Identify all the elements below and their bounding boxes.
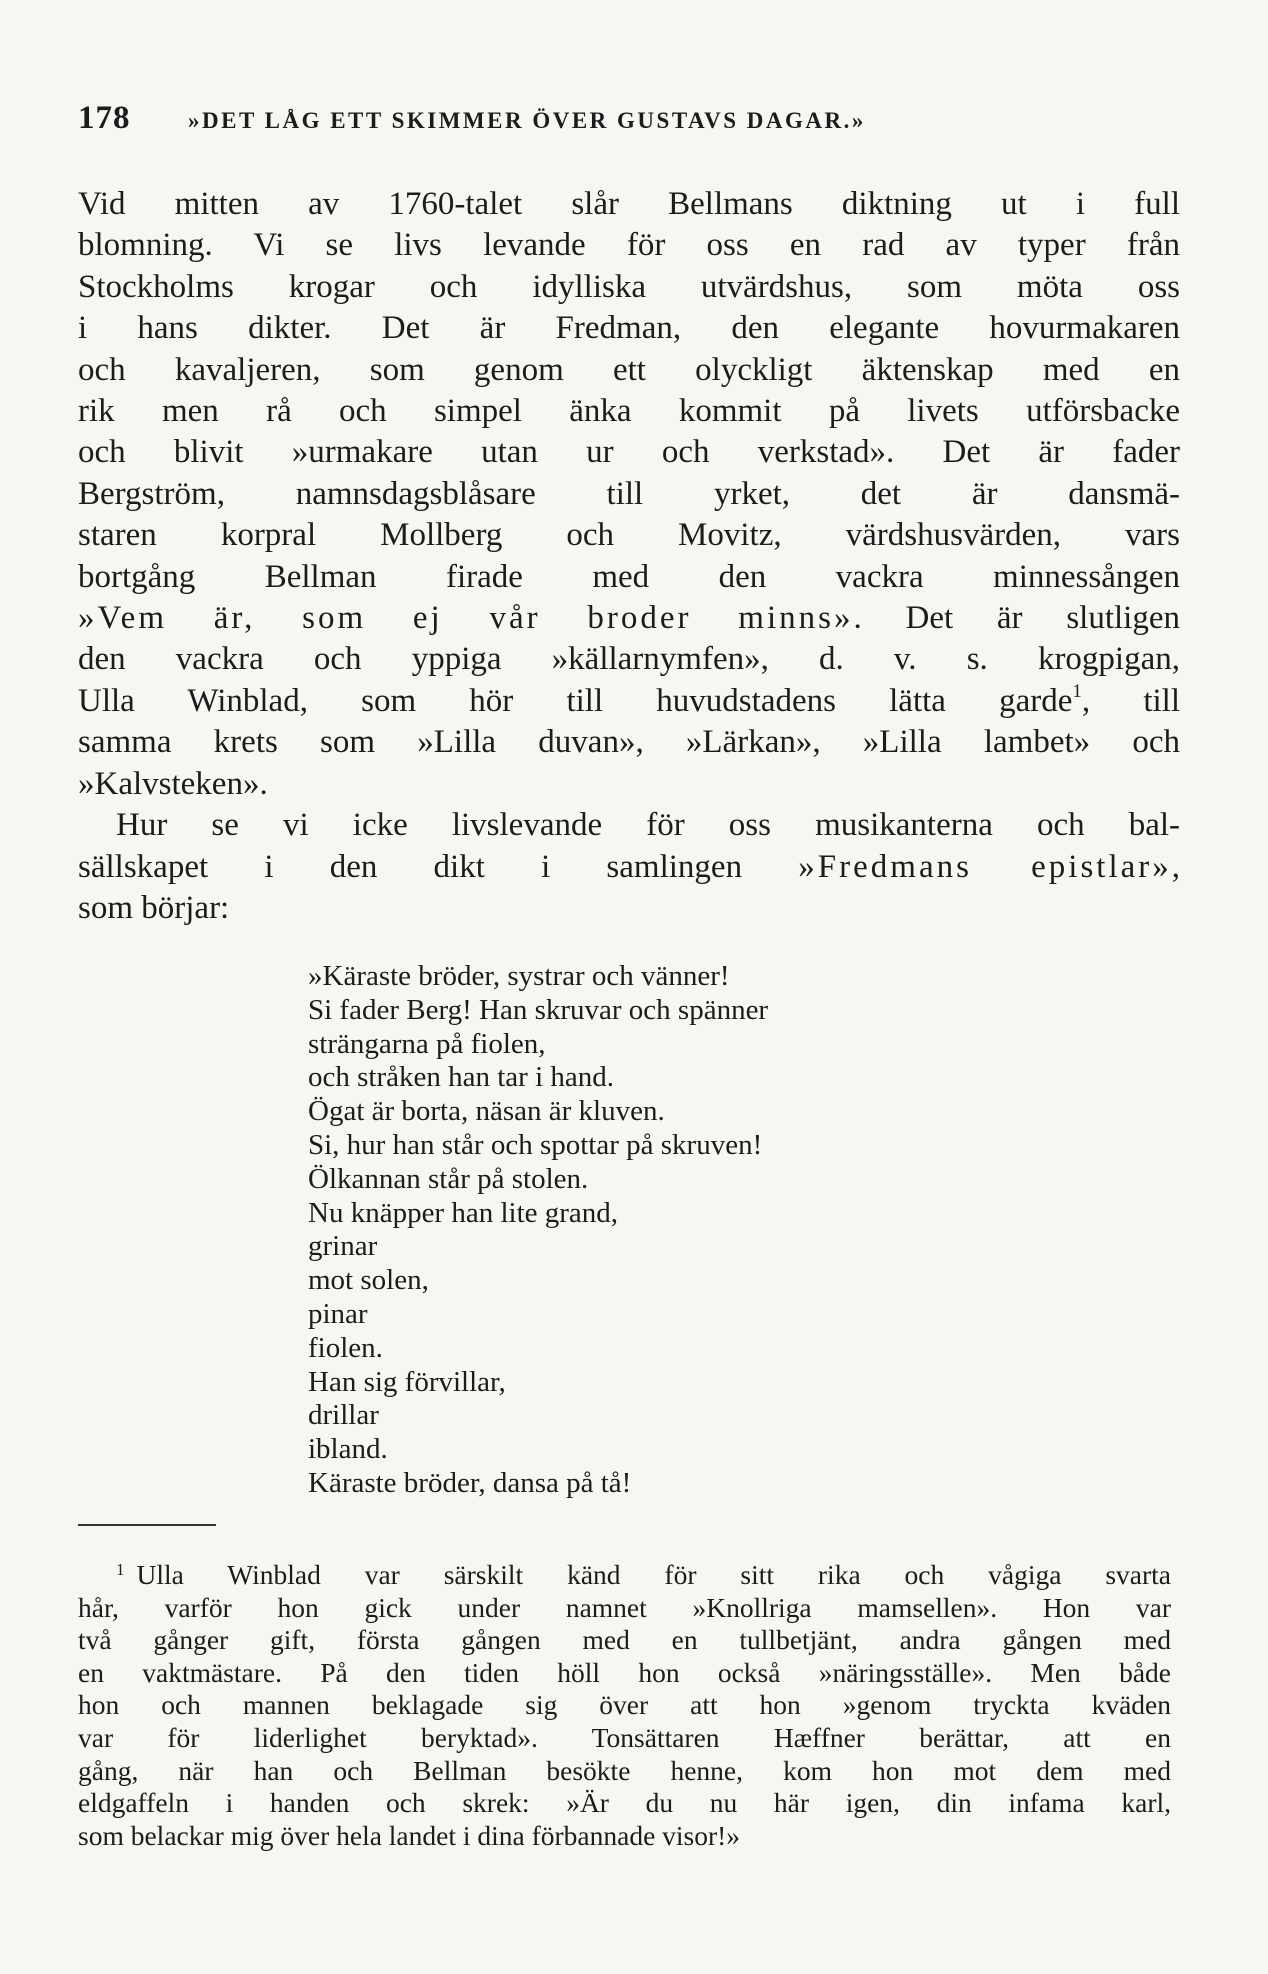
- footnote-line: eldgaffeln i handen och skrek: »Är du nu här igen, din infama karl,: [78, 1787, 1171, 1819]
- footnote-line: [78, 1554, 1171, 1592]
- text-line: rik men rå och simpel änka kommit på livets utförsbacke: [78, 393, 1180, 430]
- footnote-divider: [78, 1524, 216, 1526]
- text-fragment: , till: [1081, 682, 1180, 719]
- footnote-line: som belackar mig över hela landet i dina förbannade visor!»: [78, 1819, 741, 1851]
- footnote-line: två gånger gift, första gången med en tullbetjänt, andra gången med: [78, 1624, 1171, 1656]
- main-text: [78, 184, 1180, 929]
- verse-line: Ögat är borta, näsan är kluven.: [308, 1095, 665, 1128]
- footnote-line: en vaktmästare. På den tiden höll hon också »näringsställe». Men både: [78, 1656, 1171, 1688]
- verse-line: Käraste bröder, dansa på tå!: [308, 1466, 632, 1499]
- text-line: som börjar:: [78, 889, 230, 926]
- verse-line: fiolen.: [308, 1331, 383, 1364]
- text-fragment: . Det är slutligen: [853, 600, 1180, 637]
- text-line: [78, 847, 1180, 888]
- footnote-line: hår, varför hon gick under namnet »Knollriga mamsellen». Hon var: [78, 1591, 1171, 1623]
- verse-line: Han sig förvillar,: [308, 1365, 506, 1398]
- footnote-line: gång, när han och Bellman besökte henne, kom hon mot dem med: [78, 1754, 1171, 1786]
- text-line: [78, 598, 1180, 639]
- paragraph-2: [78, 805, 1180, 929]
- text-line: [78, 681, 1180, 722]
- text-line: blomning. Vi se livs levande för oss en rad av typer från: [78, 227, 1180, 264]
- verse-line: grinar: [308, 1230, 378, 1263]
- verse-line: »Käraste bröder, systrar och vänner!: [308, 960, 730, 992]
- text-line: Vid mitten av 1760-talet slår Bellmans diktning ut i full: [78, 186, 1180, 222]
- footnote: [78, 1554, 1171, 1852]
- footnote-line: var för liderlighet beryktad». Tonsättaren Hæffner berättar, att en: [78, 1721, 1171, 1753]
- verse-line: strängarna på fiolen,: [308, 1027, 546, 1060]
- text-line: staren korpral Mollberg och Movitz, värdshusvärden, vars: [78, 517, 1180, 554]
- verse-quote: [308, 960, 988, 1501]
- text-line: »Kalvsteken».: [78, 765, 268, 802]
- footnote-text: Ulla Winblad var särskilt känd för sitt rika och vågiga svarta: [136, 1559, 1171, 1590]
- text-line: och blivit »urmakare utan ur och verkstad». Det är fader: [78, 434, 1180, 471]
- footnote-marker: 1: [116, 1560, 125, 1579]
- verse-line: och stråken han tar i hand.: [308, 1061, 615, 1094]
- text-line: och kavaljeren, som genom ett olyckligt äktenskap med en: [78, 351, 1180, 388]
- running-title: »DET LÅG ETT SKIMMER ÖVER GUSTAVS DAGAR.»: [188, 108, 866, 133]
- text-fragment: ,: [1171, 848, 1181, 885]
- text-line: bortgång Bellman firade med den vackra minnessången: [78, 558, 1180, 595]
- text-line: Bergström, namnsdagsblåsare till yrket, det är dansmä-: [78, 475, 1180, 512]
- spaced-book-title: »Fredmans epistlar»: [798, 848, 1172, 885]
- page-number: 178: [78, 100, 131, 136]
- verse-line: mot solen,: [308, 1264, 429, 1297]
- verse-line: Si fader Berg! Han skruvar och spänner: [308, 993, 769, 1026]
- text-line: Stockholms krogar och idylliska utvärdshus, som möta oss: [78, 268, 1180, 305]
- page-header: [78, 100, 1188, 144]
- spaced-song-title: »Vem är, som ej vår broder minns»: [78, 600, 854, 637]
- verse-line: Si, hur han står och spottar på skruven!: [308, 1128, 763, 1161]
- verse-line: Nu knäpper han lite grand,: [308, 1196, 619, 1229]
- verse-line: ibland.: [308, 1433, 388, 1466]
- text-fragment: Ulla Winblad, som hör till huvudstadens lätta garde: [78, 682, 1073, 719]
- footnote-line: hon och mannen beklagade sig över att hon »genom tryckta kväden: [78, 1689, 1171, 1721]
- footnote-reference: 1: [1072, 680, 1082, 702]
- verse-line: Ölkannan står på stolen.: [308, 1162, 589, 1195]
- text-line: den vackra och yppiga »källarnymfen», d. v. s. krogpigan,: [78, 641, 1180, 678]
- paragraph-1: [78, 184, 1180, 805]
- verse-line: pinar: [308, 1297, 368, 1330]
- text-line: i hans dikter. Det är Fredman, den elegante hovurmakaren: [78, 310, 1180, 347]
- text-line: Hur se vi icke livslevande för oss musikanterna och bal-: [116, 807, 1180, 844]
- verse-line: drillar: [308, 1399, 379, 1432]
- text-fragment: sällskapet i den dikt i samlingen: [78, 848, 799, 885]
- text-line: samma krets som »Lilla duvan», »Lärkan», »Lilla lambet» och: [78, 724, 1180, 761]
